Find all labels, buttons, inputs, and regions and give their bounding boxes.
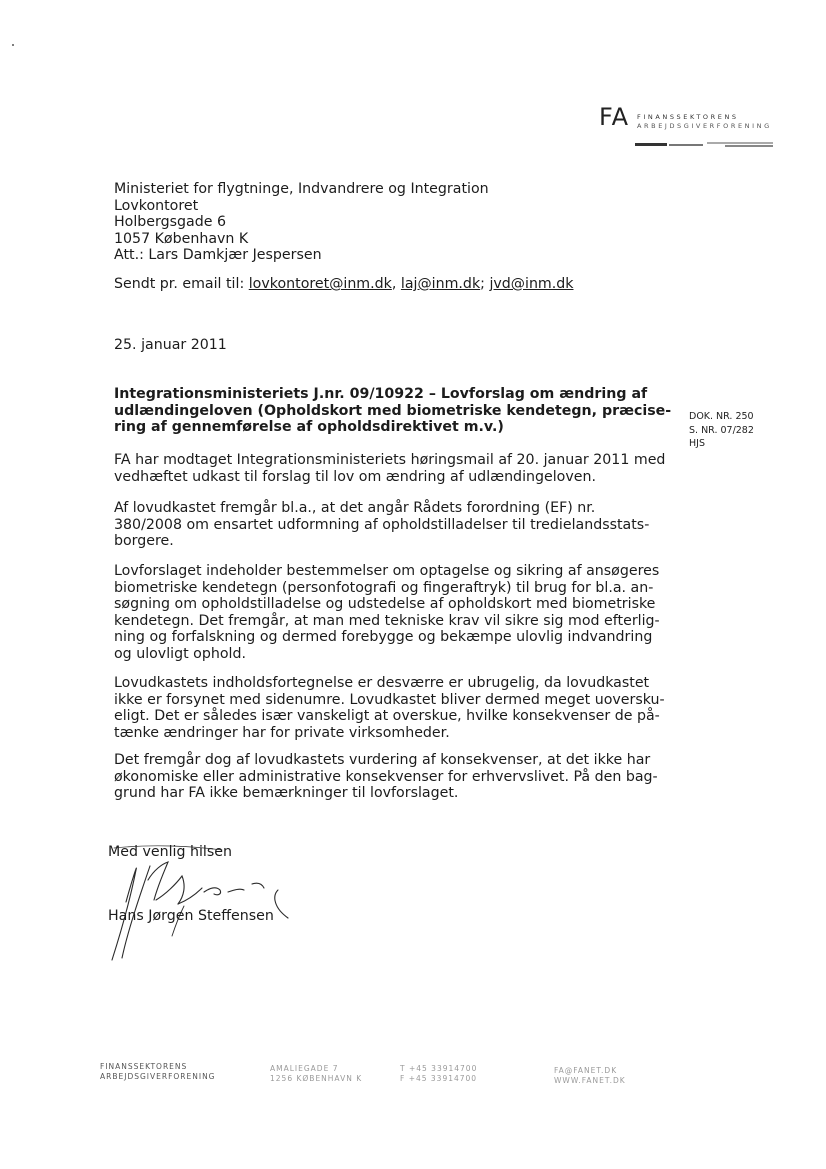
subject-line: udlændingeloven (Opholdskort med biometriske kendetegn, præcise- bbox=[114, 402, 672, 419]
paragraph-line: 380/2008 om ensartet udformning af opholdstilladelser til tredielandsstats- bbox=[114, 516, 650, 533]
paragraph-line: søgning om opholdstilladelse og udstedelse af opholdskort med biometriske bbox=[114, 596, 656, 612]
footer-org-line: ARBEJDSGIVERFORENING bbox=[100, 1072, 216, 1081]
closing-salutation: Med venlig hilsen bbox=[108, 844, 232, 860]
body-paragraph bbox=[114, 452, 665, 485]
logo-line-1: FINANSSEKTORENS bbox=[637, 113, 739, 121]
recipient-line: Lovkontoret bbox=[114, 197, 199, 214]
body-paragraph bbox=[114, 500, 649, 550]
subject-line: Integrationsministeriets J.nr. 09/10922 – Lovforslag om ændring af bbox=[114, 386, 648, 402]
paragraph-line: biometriske kendetegn (personfotografi og fingeraftryk) til brug for bl.a. an- bbox=[114, 579, 654, 596]
paragraph-line: ikke er forsynet med sidenumre. Lovudkastet bliver dermed meget uoversku- bbox=[114, 691, 665, 708]
footer-street: AMALIEGADE 7 bbox=[270, 1064, 339, 1073]
body-paragraph bbox=[114, 675, 665, 741]
recipient-address bbox=[114, 181, 489, 264]
footer-website[interactable]: WWW.FANET.DK bbox=[554, 1076, 626, 1085]
recipient-line: Ministeriet for flygtninge, Indvandrere og Integration bbox=[114, 181, 489, 197]
paragraph-line: økonomiske eller administrative konsekvenser for erhvervslivet. På den bag- bbox=[114, 768, 658, 785]
subject-heading bbox=[114, 386, 671, 436]
email-link-laj[interactable]: laj@inm.dk bbox=[400, 276, 481, 292]
recipient-line: 1057 København K bbox=[114, 230, 249, 247]
footer-city: 1256 KØBENHAVN K bbox=[270, 1074, 363, 1083]
sent-prefix: Sendt pr. email til: bbox=[114, 276, 249, 292]
paragraph-line: FA har modtaget Integrationsministeriets høringsmail af 20. januar 2011 med bbox=[114, 452, 666, 468]
handwritten-signature bbox=[92, 840, 302, 970]
recipient-line: Att.: Lars Damkjær Jespersen bbox=[114, 247, 322, 263]
footer-phone bbox=[400, 1064, 477, 1084]
body-paragraph bbox=[114, 752, 658, 802]
sent-separator: ; bbox=[480, 276, 490, 292]
subject-line: ring af gennemførelse af opholdsdirektivet m.v.) bbox=[114, 419, 504, 435]
paragraph-line: vedhæftet udkast til forslag til lov om ændring af udlændingeloven. bbox=[114, 468, 596, 485]
doc-number: DOK. NR. 250 bbox=[689, 411, 754, 422]
signer-name: Hans Jørgen Steffensen bbox=[108, 908, 274, 924]
footer-telephone: T +45 33914700 bbox=[400, 1064, 478, 1073]
paragraph-line: grund har FA ikke bemærkninger til lovforslaget. bbox=[114, 785, 459, 801]
footer-organisation bbox=[100, 1062, 216, 1082]
footer-email[interactable]: FA@FANET.DK bbox=[554, 1066, 618, 1075]
footer-fax: F +45 33914700 bbox=[400, 1074, 478, 1083]
paragraph-line: og ulovligt ophold. bbox=[114, 645, 246, 662]
footer-contact bbox=[554, 1066, 626, 1086]
paragraph-line: Lovudkastets indholdsfortegnelse er desværre er ubrugelig, da lovudkastet bbox=[114, 675, 650, 691]
recipient-line: Holbergsgade 6 bbox=[114, 214, 226, 230]
logo-mark: FA bbox=[599, 103, 630, 131]
email-link-lovkontoret[interactable]: lovkontoret@inm.dk bbox=[248, 276, 392, 292]
paragraph-line: borgere. bbox=[114, 533, 174, 549]
author-initials: HJS bbox=[689, 438, 705, 449]
case-number: S. NR. 07/282 bbox=[689, 424, 754, 436]
footer-org-line: FINANSSEKTORENS bbox=[100, 1062, 188, 1071]
paragraph-line: Det fremgår dog af lovudkastets vurdering af konsekvenser, at det ikke har bbox=[114, 752, 651, 768]
logo-line-2: ARBEJDSGIVERFORENING bbox=[637, 122, 772, 130]
paragraph-line: tænke ændringer har for private virksomheder. bbox=[114, 724, 450, 741]
paragraph-line: eligt. Det er således især vanskeligt at overskue, hvilke konsekvenser de på- bbox=[114, 708, 660, 724]
logo-rule-graphic bbox=[635, 140, 775, 150]
paragraph-line: ning og forfalskning og dermed forebygge og bekæmpe ulovlig indvandring bbox=[114, 629, 653, 645]
letter-date: 25. januar 2011 bbox=[114, 337, 227, 353]
footer-address bbox=[270, 1064, 362, 1084]
email-link-jvd[interactable]: jvd@inm.dk bbox=[489, 276, 574, 292]
body-paragraph bbox=[114, 563, 660, 662]
scan-speck bbox=[12, 44, 14, 46]
sent-via-email bbox=[114, 276, 574, 292]
paragraph-line: kendetegn. Det fremgår, at man med tekniske krav vil sikre sig mod efterlig- bbox=[114, 612, 660, 629]
paragraph-line: Af lovudkastet fremgår bl.a., at det angår Rådets forordning (EF) nr. bbox=[114, 500, 596, 516]
paragraph-line: Lovforslaget indeholder bestemmelser om optagelse og sikring af ansøgeres bbox=[114, 563, 660, 579]
sent-separator: , bbox=[391, 276, 401, 292]
document-reference bbox=[689, 410, 754, 451]
